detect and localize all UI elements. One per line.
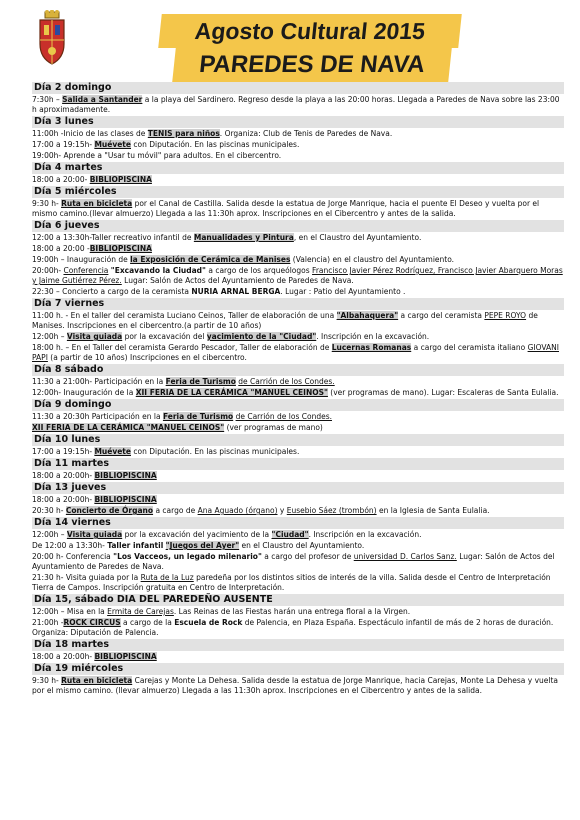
event-text: 18:00 a 20:00h- [32, 471, 95, 480]
event-text: De 12:00 a 13:30h- [32, 541, 108, 550]
highlighted-text: "Excavando la Ciudad" [110, 266, 206, 275]
event-text: 21:00h - [32, 618, 64, 627]
event-text: 19:00h – Inauguración de [32, 255, 131, 264]
event-text: (ver programas de mano). Lugar: Escaleras de Santa Eulalia. [327, 388, 559, 397]
event-text: 17:00 a 19:15h- [32, 447, 95, 456]
highlighted-text: yacimiento de la "Ciudad" [206, 332, 317, 341]
event-text: en el Claustro del Ayuntamiento. [239, 541, 365, 550]
highlighted-text: TENIS para niños [147, 129, 220, 138]
event-text: a cargo del profesor de [261, 552, 354, 561]
event-text: de Palencia, en Plaza España. Espectáculo infantil de más de 2 horas de duración. Organiza: Diputación de Palencia. [32, 618, 554, 637]
event-item [32, 530, 564, 540]
event-text: en la Iglesia de Santa Eulalia. [376, 506, 490, 515]
event-text: 9:30 h- [32, 676, 62, 685]
highlighted-text: "Los Vacceos, un legado milenario" [113, 552, 262, 561]
event-text: 12:00h – [32, 530, 67, 539]
event-text: 18:00 a 20:00- [32, 175, 90, 184]
day-heading: Día 14 viernes [32, 517, 564, 529]
event-text: . Inscripción en la excavación. [316, 332, 430, 341]
day-heading: Día 15, sábado DIA DEL PAREDEÑO AUSENTE [32, 594, 564, 606]
event-item [32, 506, 564, 516]
event-text: a cargo del ceramista italiano [411, 343, 528, 352]
highlighted-text: Manualidades y Pintura [193, 233, 294, 242]
event-text: 12:00h – Misa en la [32, 607, 108, 616]
highlighted-text: Eusebio Sáez (trombón) [286, 506, 377, 515]
highlighted-text: Feria de Turismo [162, 412, 234, 421]
event-text: 17:00 a 19:15h- [32, 140, 95, 149]
page-title: Agosto Cultural 2015 [158, 14, 462, 48]
highlighted-text: Muévete [94, 447, 131, 456]
event-text: y [277, 506, 287, 515]
event-text: . Organiza: Club de Tenis de Paredes de Nava. [219, 129, 393, 138]
program-list [32, 82, 564, 697]
event-item [32, 151, 564, 161]
highlighted-text: Conferencia [63, 266, 109, 275]
event-text: . Inscripción en la excavación. [308, 530, 422, 539]
event-item [32, 388, 564, 398]
day-heading: Día 8 sábado [32, 364, 564, 376]
event-text: a la playa del Sardinero. Regreso desde la playa a las 20:00 horas. Llegada a Paredes de Nava sobre las 23:00 h aproximadamente. [32, 95, 560, 114]
highlighted-text: PEPE ROYO [484, 311, 527, 320]
event-item [32, 287, 564, 297]
event-text: 11:30 a 21:00h- Participación en la [32, 377, 166, 386]
day-heading: Día 4 martes [32, 162, 564, 174]
highlighted-text: Feria de Turismo [165, 377, 236, 386]
event-text: 20:00h- [32, 266, 64, 275]
event-text: 20:30 h- [32, 506, 66, 515]
event-text: 11:00h -Inicio de las clases de [32, 129, 148, 138]
event-text: Carejas y Monte La Dehesa. Salida desde la estatua de Jorge Manrique, hacia Carejas, Monte La Dehesa y vuelta por el mismo camino. (llevar almuerzo) Llegada a las 11:30h aprox. Inscripciones en el Cibercentro y antes de la salida. [32, 676, 559, 695]
highlighted-text: Ana Aguado (órgano) [197, 506, 278, 515]
day-heading: Día 13 jueves [32, 482, 564, 494]
event-item [32, 618, 564, 638]
event-text: por la excavación del [122, 332, 207, 341]
highlighted-text: BIBLIOPISCINA [94, 652, 157, 661]
highlighted-text: de Carrión de los Condes. [238, 377, 335, 386]
event-text: 18:00 a 20:00h- [32, 652, 95, 661]
highlighted-text: Ruta en bicicleta [61, 199, 133, 208]
event-text: 11:00 h. - En el taller del ceramista Luciano Ceinos, Taller de elaboración de una [32, 311, 337, 320]
highlighted-text: BIBLIOPISCINA [89, 244, 152, 253]
highlighted-text: BIBLIOPISCINA [94, 471, 157, 480]
day-heading: Día 11 martes [32, 458, 564, 470]
highlighted-text: Taller infantil [107, 541, 164, 550]
highlighted-text: universidad D. Carlos Sanz. [353, 552, 457, 561]
event-text: (a partir de 10 años) Inscripciones en el cibercentro. [47, 353, 247, 362]
highlighted-text: la Exposición de Cerámica de Manises [130, 255, 291, 264]
event-item [32, 573, 564, 593]
highlighted-text: Ruta en bicicleta [61, 676, 133, 685]
event-item [32, 175, 564, 185]
event-item [32, 377, 564, 387]
event-text: 19:00h- Aprende a "Usar tu móvil" para adultos. En el cibercentro. [32, 151, 282, 160]
event-item [32, 412, 564, 422]
event-text: 18:00 h. – En el Taller del ceramista Gerardo Pescador, Taller de elaboración de [32, 343, 332, 352]
event-text: de Manises. Inscripciones en el cibercentro.(a partir de 10 años) [32, 311, 538, 330]
highlighted-text: Francisco Javier Pérez Rodríguez, Francisco Javier Abarquero Moras y Jaime Gutiérrez Pérez. [32, 266, 563, 285]
day-heading: Día 7 viernes [32, 298, 564, 310]
event-item [32, 199, 564, 219]
event-text: Lugar: Salón de Actos del Ayuntamiento de Paredes de Nava. [32, 552, 555, 571]
event-item [32, 332, 564, 342]
highlighted-text: Muévete [94, 140, 131, 149]
highlighted-text: Lucernas Romanas [331, 343, 412, 352]
event-text: , en el Claustro del Ayuntamiento. [293, 233, 422, 242]
event-text: paredeña por los distintos sitios de interés de la villa. Salida desde el Centro de Interpretación Tierra de Campos. Inscripción gratuita en Centro de Interpretación. [32, 573, 551, 592]
event-item [32, 652, 564, 662]
event-text: . Lugar : Patio del Ayuntamiento . [280, 287, 406, 296]
event-text: con Diputación. En las piscinas municipales. [130, 140, 300, 149]
event-item [32, 129, 564, 139]
highlighted-text: Salida a Santander [62, 95, 143, 104]
highlighted-text: Escuela de Rock [174, 618, 243, 627]
event-text: 7:30h – [32, 95, 63, 104]
event-text: Lugar: Salón de Actos del Ayuntamiento de Paredes de Nava. [121, 276, 354, 285]
highlighted-text: NURIA ARNAL BERGA [191, 287, 281, 296]
day-heading: Día 2 domingo [32, 82, 564, 94]
event-text: con Diputación. En las piscinas municipales. [130, 447, 300, 456]
day-heading: Día 9 domingo [32, 399, 564, 411]
highlighted-text: XII FERIA DE LA CERÁMICA "MANUEL CEINOS" [32, 423, 225, 432]
highlighted-text: XII FERIA DE LA CERÁMICA "MANUEL CEINOS" [135, 388, 328, 397]
event-text: (Valencia) en el claustro del Ayuntamiento. [290, 255, 455, 264]
event-item [32, 266, 564, 286]
event-text: a cargo de la [120, 618, 175, 627]
highlighted-text: "Ciudad" [271, 530, 309, 539]
highlighted-text: Ruta de la Luz [140, 573, 194, 582]
event-item [32, 311, 564, 331]
event-text: 12:00h- Inauguración de la [32, 388, 136, 397]
highlighted-text: Visita guiada [66, 530, 123, 539]
highlighted-text: GIOVANI PAPI [32, 343, 559, 362]
highlighted-text: Visita guiada [66, 332, 123, 341]
highlighted-text: "Albahaquera" [336, 311, 399, 320]
event-text: 21:30 h- Visita guiada por la [32, 573, 141, 582]
event-text: 22:30 – Concierto a cargo de la ceramista [32, 287, 192, 296]
event-text: por la excavación del yacimiento de la [122, 530, 272, 539]
event-item [32, 244, 564, 254]
event-text: 20:00 h- Conferencia [32, 552, 114, 561]
page-subtitle: PAREDES DE NAVA [172, 48, 452, 82]
event-text: 18:00 a 20:00h- [32, 495, 95, 504]
event-item [32, 233, 564, 243]
event-item [32, 552, 564, 572]
day-heading: Día 10 lunes [32, 434, 564, 446]
event-text: 18:00 a 20:00 - [32, 244, 90, 253]
event-text: 12:00h – [32, 332, 67, 341]
event-item [32, 607, 564, 617]
highlighted-text: BIBLIOPISCINA [89, 175, 152, 184]
event-item [32, 140, 564, 150]
event-item [32, 471, 564, 481]
day-heading: Día 3 lunes [32, 116, 564, 128]
event-text: a cargo de los arqueólogos [205, 266, 313, 275]
event-item [32, 541, 564, 551]
event-text: . Las Reinas de las Fiestas harán una entrega floral a la Virgen. [173, 607, 411, 616]
day-heading: Día 18 martes [32, 639, 564, 651]
event-text: 12:00 a 13:30h-Taller recreativo infantil de [32, 233, 194, 242]
highlighted-text: Ermita de Carejas [107, 607, 174, 616]
highlighted-text: ROCK CIRCUS [63, 618, 121, 627]
event-text: a cargo de [153, 506, 198, 515]
event-item [32, 676, 564, 696]
highlighted-text: de Carrión de los Condes. [235, 412, 332, 421]
highlighted-text: "Juegos del Ayer" [165, 541, 240, 550]
coat-of-arms-icon [36, 10, 68, 66]
event-item [32, 447, 564, 457]
event-text: a cargo del ceramista [398, 311, 485, 320]
event-text: por el Canal de Castilla. Salida desde la estatua de Jorge Manrique, hacia el puente El Deseo y vuelta por el mismo camino.(llevar almuerzo) Llegada a las 11:30h aprox. Inscripciones en el Cibercentro y antes de la salida. [32, 199, 540, 218]
day-heading: Día 19 miércoles [32, 663, 564, 675]
event-text: 9:30 h- [32, 199, 62, 208]
highlighted-text: Concierto de Órgano [65, 506, 154, 515]
day-heading: Día 6 jueves [32, 220, 564, 232]
event-item [32, 495, 564, 505]
day-heading: Día 5 miércoles [32, 186, 564, 198]
event-item [32, 423, 564, 433]
highlighted-text: BIBLIOPISCINA [94, 495, 157, 504]
event-item [32, 95, 564, 115]
event-item [32, 255, 564, 265]
event-item [32, 343, 564, 363]
event-text: 11:30 a 20:30h Participación en la [32, 412, 163, 421]
event-text: (ver programas de mano) [224, 423, 323, 432]
